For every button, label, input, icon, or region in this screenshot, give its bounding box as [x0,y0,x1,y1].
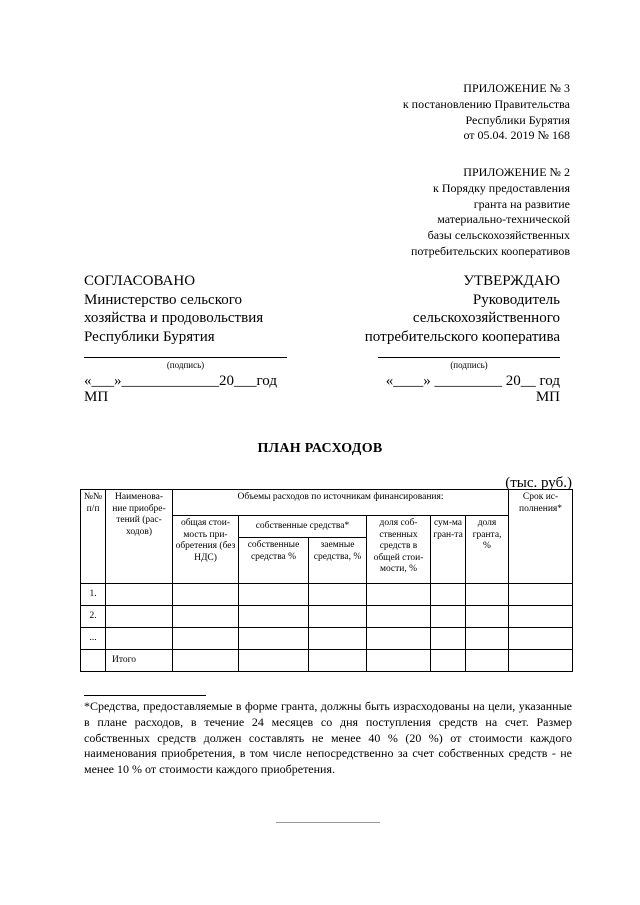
approved-heading: УТВЕРЖДАЮ [463,273,560,289]
total-label: Итого [106,650,173,672]
table-row [81,628,573,650]
footnote-text: *Средства, предоставляемые в форме гранта, должны быть израсходованы на цели, указанные в плане расходов, в течение 24 месяцев со дня поступления средств на счет. Размер собственных средств должен составлять не менее 40 % (20 %) от стоимости каждого наименования приобретения, в том числе непосредственно за счет собственных средств - не менее 10 % от стоимости каждого приобретения. [84,699,572,777]
appendix-2-line: гранта на развитие [473,196,570,211]
approved-line: потребительского кооператива [364,328,560,345]
agreed-date: «___»_____________20___год [84,373,277,389]
appendix-2-header [411,165,570,260]
approved-signature-line [378,357,560,358]
row-number: ... [81,628,106,650]
approved-signature-caption: (подпись) [450,360,488,370]
page-end-divider [276,822,380,823]
col-borrowed-header: заемные средства, % [309,538,367,584]
footnote-divider [84,695,206,696]
col-own-funds-header: собственные средства % [239,538,309,584]
page-title: ПЛАН РАСХОДОВ [257,441,383,456]
col-grant-sum-header: сум-ма гран-та [431,516,466,584]
col-term-header: Срок ис-полнения* [509,490,573,584]
approved-block [365,272,560,346]
col-own-header: собственные средства* [239,516,367,538]
approved-line: Руководитель [472,291,560,308]
table-header-row [81,490,573,516]
approved-stamp: МП [535,389,560,405]
col-own-share-header: доля соб-ственных средств в общей стои-мости, % [367,516,431,584]
table-row [81,584,573,606]
appendix-2-line: ПРИЛОЖЕНИЕ № 2 [463,165,570,179]
appendix-2-line: потребительских кооперативов [410,243,570,258]
row-number: 1. [81,584,106,606]
appendix-2-line: материально-технической [437,212,570,227]
col-grant-share-header: доля гранта, % [466,516,509,584]
appendix-3-line: ПРИЛОЖЕНИЕ № 3 [463,81,570,95]
agreed-heading: СОГЛАСОВАНО [84,273,196,289]
agreed-line: хозяйства и продовольствия [84,310,264,326]
appendix-2-line: к Порядку предоставления [432,180,570,195]
agreed-line: Республики Бурятия [84,328,215,345]
approved-line: сельскохозяйственного [412,310,560,326]
appendix-3-header [403,81,570,144]
expense-plan-table [80,489,573,672]
agreed-signature-line [84,357,287,358]
approved-date: «____» _________ 20__ год [385,373,560,389]
col-volumes-header: Объемы расходов по источникам финансирования: [173,490,509,516]
col-total-header: общая стои-мость при-обретения (без НДС) [173,516,239,584]
agreed-stamp: МП [84,389,109,405]
table-row [81,606,573,628]
unit-label: (тыс. руб.) [505,475,572,491]
table-total-row [81,650,573,672]
appendix-3-line: от 05.04. 2019 № 168 [463,128,570,143]
col-name-header: Наименова-ние приобре-тений (рас-ходов) [106,490,173,584]
appendix-2-line: базы сельскохозяйственных [427,228,570,243]
appendix-3-line: Республики Бурятия [465,112,570,127]
agreed-signature-caption: (подпись) [166,360,205,370]
appendix-3-line: к постановлению Правительства [402,96,570,111]
col-num-header: №№ п/п [81,490,106,584]
row-number: 2. [81,606,106,628]
agreed-line: Министерство сельского [84,291,243,308]
agreed-block [84,272,263,346]
